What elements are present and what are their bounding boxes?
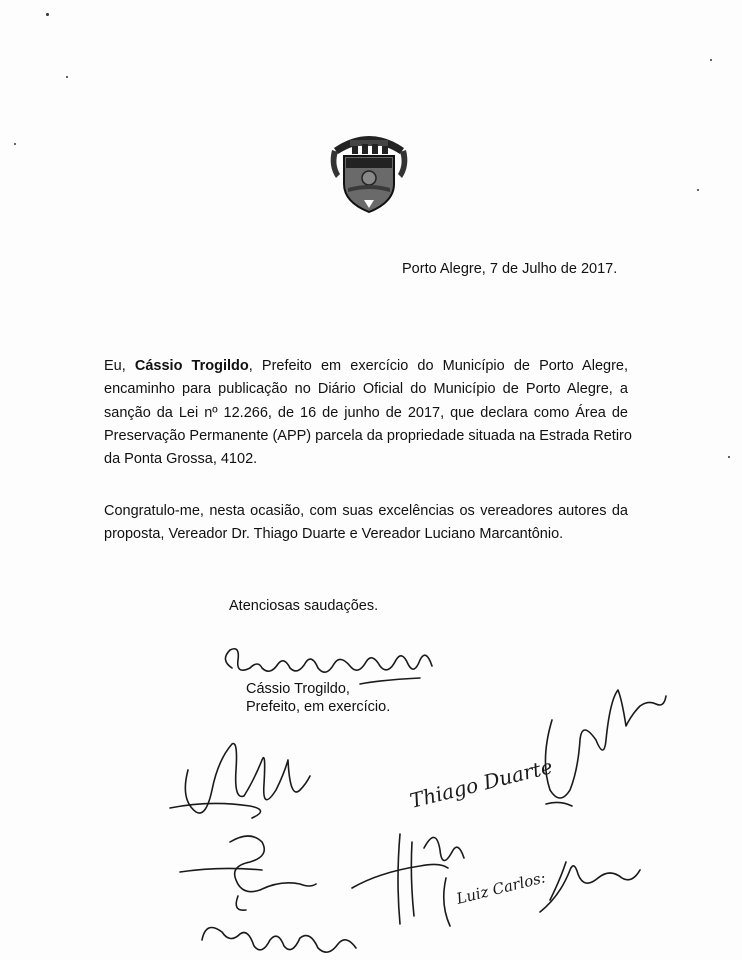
councillor-signature-2 (230, 836, 316, 892)
councillor-signature-4 (545, 690, 666, 798)
text-segment: Eu, (104, 358, 126, 374)
scan-speck (697, 189, 699, 191)
councillor-signature-6 (540, 866, 640, 912)
signer-name-bold: Cássio Trogildo (134, 358, 249, 374)
letter-date: Porto Alegre, 7 de Julho de 2017. (402, 261, 618, 277)
paragraph-line: proposta, Vereador Dr. Thiago Duarte e Vereador Luciano Marcantônio. (104, 526, 564, 543)
scan-speck (46, 13, 49, 16)
councillor-signature-1 (185, 744, 310, 814)
paragraph-line: da Ponta Grossa, 4102. (104, 451, 258, 468)
scan-speck (728, 456, 730, 458)
councillor-signature-5 (398, 834, 400, 924)
scan-speck (14, 143, 16, 145)
signer-name: Cássio Trogildo, (246, 681, 350, 697)
signer-role: Prefeito, em exercício. (246, 699, 391, 715)
mayor-signature (225, 649, 432, 672)
paragraph-line (104, 355, 628, 378)
handwritten-name-thiago: Thiago Duarte (407, 754, 555, 813)
text-segment: , Prefeito em exercício do Município de Porto Alegre, (248, 358, 628, 374)
letter-paragraph-2 (104, 500, 628, 547)
paragraph-line: Preservação Permanente (APP) parcela da propriedade situada na Estrada Retiro (104, 427, 632, 444)
paragraph-line: encaminho para publicação no Diário Oficial do Município de Porto Alegre, a (104, 381, 628, 398)
scan-speck (66, 76, 68, 78)
handwritten-name-carlos: Luiz Carlos: (454, 868, 548, 908)
letter-paragraph-1 (104, 355, 632, 471)
closing-greeting: Atenciosas saudações. (229, 598, 379, 614)
paragraph-line: Congratulo-me, nesta ocasião, com suas excelências os vereadores autores da (104, 503, 628, 519)
paragraph-line: sanção da Lei nº 12.266, de 16 de junho de 2017, que declara como Área de (104, 404, 628, 421)
scan-speck (710, 59, 712, 61)
signer-block (246, 680, 390, 716)
councillor-signature-3 (202, 928, 356, 953)
coat-of-arms-seal (328, 126, 410, 214)
